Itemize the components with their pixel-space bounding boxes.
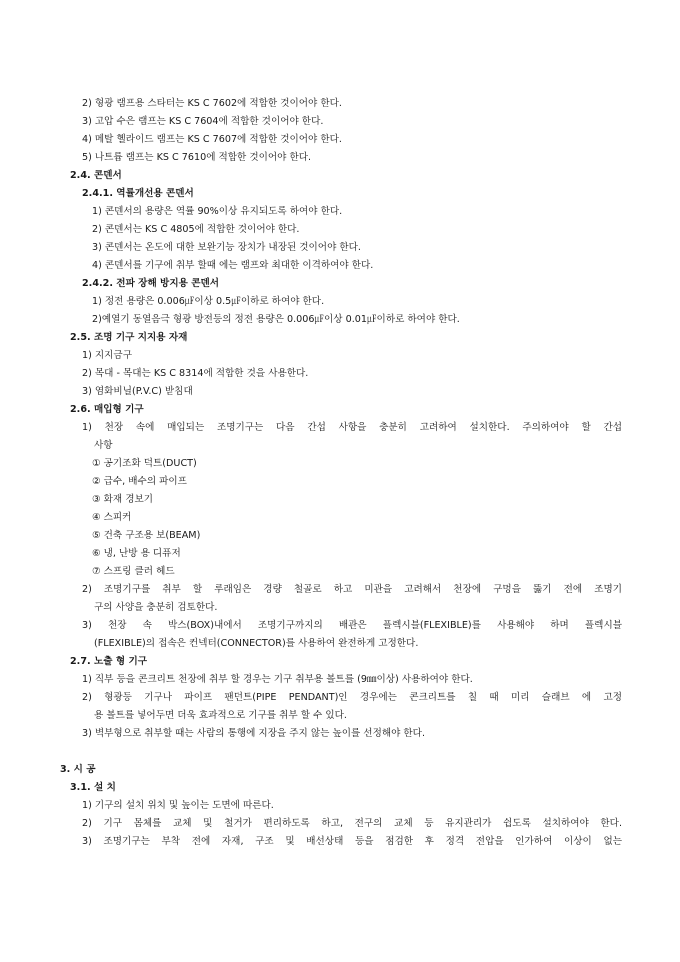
spec-item: 1) 지지금구 — [82, 350, 132, 361]
spec-item: 2) 콘덴서는 KS C 4805에 적합한 것이어야 한다. — [92, 224, 300, 235]
spec-item: 3) 염화비닐(P.V.C) 받침대 — [82, 386, 193, 397]
section-heading: 2.4. 콘덴서 — [70, 170, 122, 181]
section-heading: 2.6. 매입형 기구 — [70, 404, 144, 415]
list-item: ④ 스피커 — [92, 512, 132, 523]
list-item: ② 급수, 배수의 파이프 — [92, 476, 187, 487]
section-heading: 2.7. 노출 형 기구 — [70, 656, 147, 667]
spec-item: 3) 고압 수은 램프는 KS C 7604에 적합한 것이어야 한다. — [82, 116, 324, 127]
list-item: ① 공기조화 덕트(DUCT) — [92, 458, 197, 469]
subsection-heading: 2.4.2. 전파 장해 방지용 콘덴서 — [82, 278, 219, 289]
spec-item: 2)예열기 동열음극 형광 방전등의 정전 용량은 0.006㎌이상 0.01㎌이하로 하여야 한다. — [92, 314, 460, 325]
spec-item: 3) 천장 속 박스(BOX)내에서 조명기구까지의 배관은 플렉시블(FLEXIBLE)를 사용해야 하며 플렉시블 — [82, 620, 622, 631]
section-heading: 3.1. 설 치 — [70, 782, 116, 793]
spec-item-continuation: 용 볼트를 넣어두면 더욱 효과적으로 기구를 취부 할 수 있다. — [94, 710, 347, 721]
spec-item: 1) 콘덴서의 용량은 역률 90%이상 유지되도록 하여야 한다. — [92, 206, 343, 217]
spec-item: 3) 콘덴서는 온도에 대한 보완기능 장치가 내장된 것이어야 한다. — [92, 242, 361, 253]
spec-item: 2) 조명기구를 취부 할 루래임은 경량 철골로 하고 미관을 고려해서 천장에 구멍을 뚫기 전에 조명기 — [82, 584, 622, 595]
list-item: ⑦ 스프링 클러 헤드 — [92, 566, 175, 577]
spec-item: 1) 기구의 설치 위치 및 높이는 도면에 따른다. — [82, 800, 274, 811]
spec-item: 2) 목대 - 목대는 KS C 8314에 적합한 것을 사용한다. — [82, 368, 309, 379]
spec-item-continuation: 사항 — [94, 440, 113, 451]
section-heading: 2.5. 조명 기구 지지용 자재 — [70, 332, 188, 343]
spec-item: 4) 메탈 헬라이드 램프는 KS C 7607에 적합한 것이어야 한다. — [82, 134, 342, 145]
list-item: ③ 화재 경보기 — [92, 494, 154, 505]
spec-item-continuation: (FLEXIBLE)의 접속은 컨넥터(CONNECTOR)를 사용하여 완전하게 고정한다. — [94, 638, 419, 649]
spec-item: 3) 벽부형으로 취부할 때는 사람의 통행에 지장을 주지 않는 높이를 선정해야 한다. — [82, 728, 426, 739]
list-item: ⑥ 냉, 난방 용 디퓨저 — [92, 548, 181, 559]
spec-item: 5) 나트륨 램프는 KS C 7610에 적합한 것이어야 한다. — [82, 152, 312, 163]
list-item: ⑤ 건축 구조용 보(BEAM) — [92, 530, 201, 541]
spec-item: 3) 조명기구는 부착 전에 자재, 구조 및 배선상태 등을 점검한 후 정격 전압을 인가하여 이상이 없는 — [82, 836, 622, 847]
spec-item: 1) 직부 등을 콘크리트 천장에 취부 할 경우는 기구 취부용 볼트를 (9㎜이상) 사용하여야 한다. — [82, 674, 473, 685]
spec-item: 2) 형광 램프용 스타터는 KS C 7602에 적합한 것이어야 한다. — [82, 98, 342, 109]
spec-item: 2) 기구 몸체를 교체 및 철거가 편리하도록 하고, 전구의 교체 등 유지관리가 쉽도록 설치하여야 한다. — [82, 818, 622, 829]
spec-item: 2) 형광등 기구나 파이프 팬던트(PIPE PENDANT)인 경우에는 콘크리트를 칠 때 미리 슬래브 에 고정 — [82, 692, 622, 703]
subsection-heading: 2.4.1. 역률개선용 콘덴서 — [82, 188, 194, 199]
spec-item: 1) 천장 속에 매입되는 조명기구는 다음 간섭 사항을 충분히 고려하여 설치한다. 주의하여야 할 간섭 — [82, 422, 622, 433]
spec-item: 1) 정전 용량은 0.006㎌이상 0.5㎌이하로 하여야 한다. — [92, 296, 325, 307]
chapter-heading: 3. 시 공 — [60, 764, 96, 775]
spec-item: 4) 콘덴서를 기구에 취부 할때 에는 램프와 최대한 이격하여야 한다. — [92, 260, 374, 271]
spec-item-continuation: 구의 사양을 충분히 검토한다. — [94, 602, 218, 613]
